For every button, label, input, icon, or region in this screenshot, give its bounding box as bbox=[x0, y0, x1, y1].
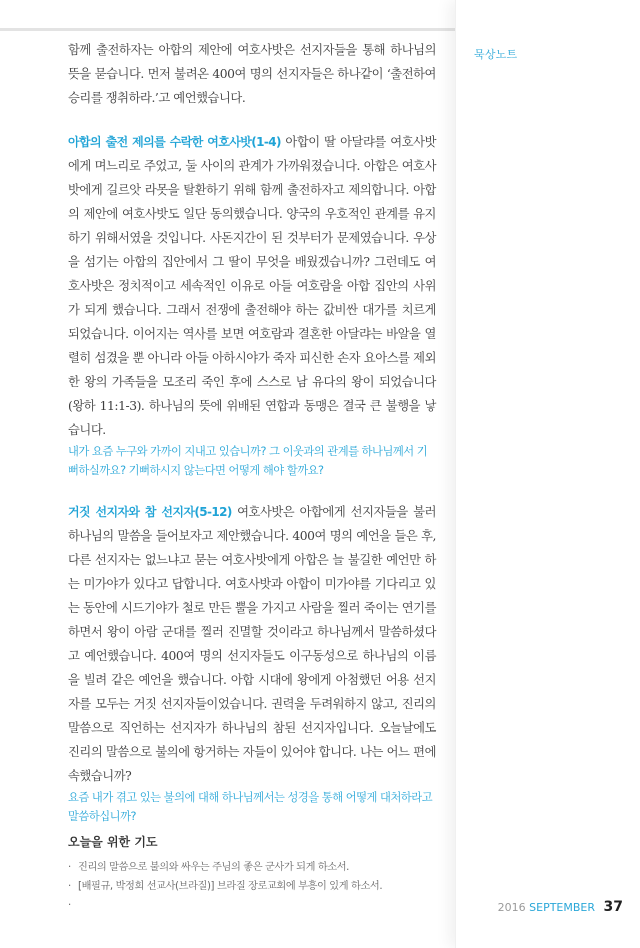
bullet: · bbox=[68, 900, 71, 911]
footer-year: 2016 bbox=[497, 901, 526, 914]
article-body bbox=[68, 38, 436, 826]
intro-paragraph: 함께 출전하자는 아합의 제안에 여호사밧은 선지자들을 통해 하나님의 뜻을 묻습니다. 먼저 불려온 400여 명의 선지자들은 하나같이 ‘출전하여 승리를 쟁취하라.’고 예언했습니다. bbox=[68, 43, 436, 105]
section-heading: 거짓 선지자와 참 선지자(5-12) bbox=[68, 505, 232, 519]
notes-sidebar bbox=[455, 0, 640, 948]
section-paragraph bbox=[68, 500, 436, 788]
bullet: · bbox=[68, 881, 71, 892]
top-rule bbox=[0, 28, 455, 31]
prayer-item bbox=[68, 877, 438, 896]
section-heading: 아합의 출전 제의를 수락한 여호사밧(1-4) bbox=[68, 135, 281, 149]
section-body: 여호사밧은 아합에게 선지자들을 불러 하나님의 말씀을 들어보자고 제안했습니다. 400여 명의 예언을 들은 후, 다른 선지자는 없느냐고 묻는 여호사밧에게 아합은 늘 불길한 예언만 하는 미가야가 있다고 답합니다. 여호사밧과 아합이 미가야를 기다리고 있는 동안에 시드기야가 철로 만든 뿔을 가지고 사람을 찔러 죽이는 연기를 하면서 왕이 아람 군대를 찔러 진멸할 것이라고 하나님께서 말씀하셨다고 예언했습니다. 400여 명의 선지자들도 이구동성으로 하나님의 이름을 빌려 같은 예언을 했습니다. 아합 시대에 왕에게 아첨했던 어용 선지자를 모두는 거짓 선지자들이었습니다. 권력을 두려워하지 않고, 진리의 말씀으로 직언하는 선지자가 하나님의 참된 선지자입니다. 오늘날에도 진리의 말씀으로 불의에 항거하는 자들이 있어야 합니다. 나는 어느 편에 속했습니까? bbox=[68, 505, 436, 783]
prayer-text: 진리의 말씀으로 불의와 싸우는 주님의 좋은 군사가 되게 하소서. bbox=[78, 862, 350, 873]
sidebar-label: 묵상노트 bbox=[474, 48, 518, 61]
prayer-item bbox=[68, 858, 438, 877]
page-footer bbox=[498, 899, 623, 915]
section-body: 아합이 딸 아달랴를 여호사밧에게 며느리로 주었고, 둘 사이의 관계가 가까워졌습니다. 아합은 여호사밧에게 길르앗 라못을 탈환하기 위해 함께 출전하자고 제의합니다. 아합의 제안에 여호사밧도 일단 동의했습니다. 양국의 우호적인 관계를 유지하기 위해서였을 것입니다. 사돈지간이 된 것부터가 문제였습니다. 우상을 섬기는 아합의 집안에서 그 딸이 무엇을 배웠겠습니까? 그런데도 여호사밧은 정치적이고 세속적인 이유로 아들 여호람을 아합 집안의 사위가 되게 했습니다. 그래서 전쟁에 출전해야 하는 값비싼 대가를 치르게 되었습니다. 이어지는 역사를 보면 여호람과 결혼한 아달랴는 바알을 열렬히 섬겼을 뿐 아니라 아들 아하시야가 죽자 피신한 손자 요아스를 제외한 왕의 가족들을 모조리 죽인 후에 스스로 남 유다의 왕이 되었습니다(왕하 11:1-3). 하나님의 뜻에 위배된 연합과 동맹은 결국 큰 불행을 낳습니다. bbox=[68, 135, 437, 437]
reflection-question: 내가 요즘 누구와 가까이 지내고 있습니까? 그 이웃과의 관계를 하나님께서 기뻐하실까요? 기뻐하시지 않는다면 어떻게 해야 할까요? bbox=[68, 445, 428, 477]
prayer-text: [배필규, 박정희 선교사(브라질)] 브라질 장로교회에 부흥이 있게 하소서. bbox=[78, 881, 383, 892]
page-number: 37 bbox=[603, 899, 623, 915]
reflection-question: 요즘 내가 겪고 있는 불의에 대해 하나님께서는 성경을 통해 어떻게 대처하라고 말씀하십니까? bbox=[68, 791, 433, 823]
prayer-title: 오늘을 위한 기도 bbox=[68, 835, 158, 849]
prayer-item bbox=[68, 896, 438, 915]
prayer-section bbox=[68, 833, 438, 915]
bullet: · bbox=[68, 862, 71, 873]
footer-month: SEPTEMBER bbox=[529, 901, 596, 914]
section-paragraph bbox=[68, 130, 436, 442]
